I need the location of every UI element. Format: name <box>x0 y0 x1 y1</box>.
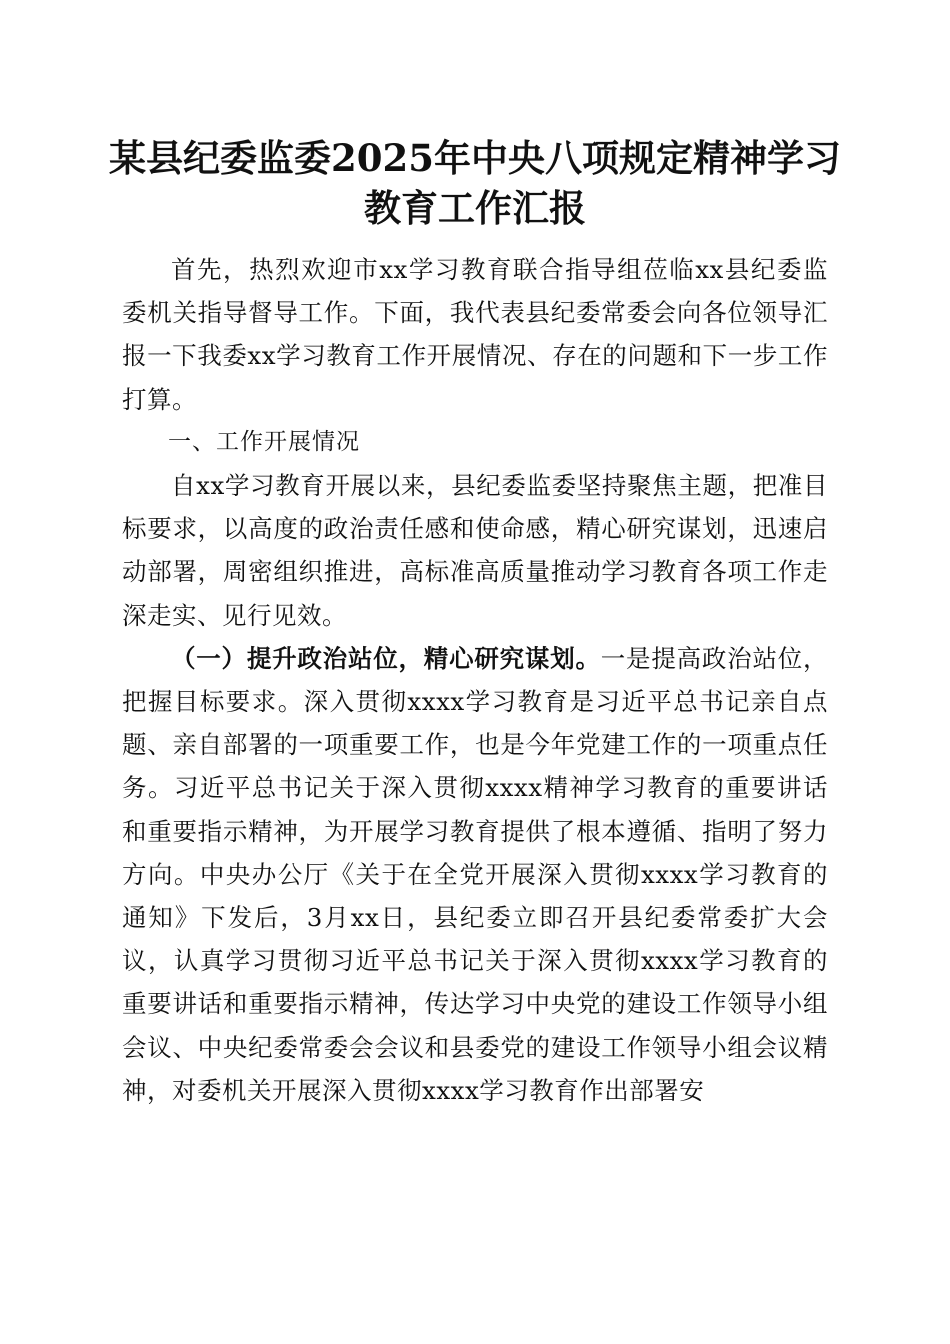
document-title-line2: 教育工作汇报 <box>364 186 586 230</box>
document-title-line1: 某县纪委监委2025年中央八项规定精神学习 <box>109 136 841 180</box>
subsection-lead: （一）提升政治站位，精心研究谋划。 <box>171 643 601 673</box>
subsection-paragraph <box>122 637 828 1112</box>
section-intro-paragraph: 自xx学习教育开展以来，县纪委监委坚持聚焦主题，把准目标要求，以高度的政治责任感和使命感，精心研究谋划，迅速启动部署，周密组织推进，高标准高质量推动学习教育各项工作走深走实、见行见效。 <box>122 471 828 630</box>
document-body <box>122 248 828 1112</box>
subsection-text: 一是提高政治站位，把握目标要求。深入贯彻xxxx学习教育是习近平总书记亲自点题、亲自部署的一项重要工作，也是今年党建工作的一项重点任务。习近平总书记关于深入贯彻xxxx精神学习教育的重要讲话和重要指示精神，为开展学习教育提供了根本遵循、指明了努力方向。中央办公厅《关于在全党开展深入贯彻xxxx学习教育的通知》下发后，3月xx日，县纪委立即召开县纪委常委扩大会议，认真学习贯彻习近平总书记关于深入贯彻xxxx学习教育的重要讲话和重要指示精神，传达学习中央党的建设工作领导小组会议、中央纪委常委会会议和县委党的建设工作领导小组会议精神，对委机关开展深入贯彻xxxx学习教育作出部署安 <box>122 643 829 1105</box>
intro-paragraph: 首先，热烈欢迎市xx学习教育联合指导组莅临xx县纪委监委机关指导督导工作。下面，我代表县纪委常委会向各位领导汇报一下我委xx学习教育工作开展情况、存在的问题和下一步工作打算。 <box>122 255 828 414</box>
section-heading: 一、工作开展情况 <box>168 428 360 455</box>
